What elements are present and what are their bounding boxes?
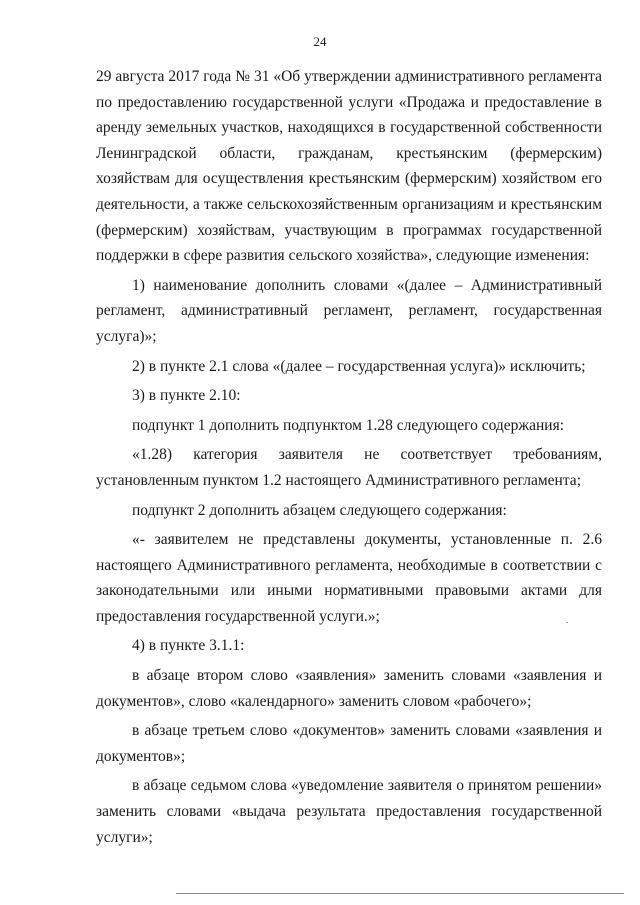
paragraph: «- заявителем не представлены документы, установленные п. 2.6 настоящего Административного регламента, необходимые в соответствии с законодательными или иными нормативными правовыми актами для предоставления государственной услуги.»; xyxy=(96,531,602,625)
paragraph: в абзаце седьмом слова «уведомление заявителя о принятом решении» заменить словами «выдача результата предоставления государственной услуги»; xyxy=(96,777,602,846)
paragraph: подпункт 2 дополнить абзацем следующего содержания: xyxy=(132,501,507,519)
scan-speck xyxy=(566,622,568,623)
paragraph: 29 августа 2017 года № 31 «Об утверждении административного регламента по предоставлению государственной услуги «Продажа и предоставление в аренду земельных участков, находящихся в государственной собственности Ленинградской области, гражданам, крестьянским (фермерским) хозяйствам для осуществления крестьянским (фермерским) хозяйством его деятельности, а также сельскохозяйственным организациям и крестьянским (фермерским) хозяйствам, участвующим в программах государственной поддержки в сфере развития сельского хозяйства», следующие изменения: xyxy=(96,68,602,265)
paragraph: 3) в пункте 2.10: xyxy=(132,387,241,405)
paragraph: в абзаце третьем слово «документов» заменить словами «заявления и документов»; xyxy=(96,722,602,765)
paragraph: подпункт 1 дополнить подпунктом 1.28 следующего содержания: xyxy=(132,416,565,434)
paragraph: 1) наименование дополнить словами «(далее – Административный регламент, административный регламент, регламент, государственная услуга)»; xyxy=(96,276,602,345)
scan-edge-line xyxy=(176,893,624,894)
paragraph: 4) в пункте 3.1.1: xyxy=(132,637,245,655)
paragraph: «1.28) категория заявителя не соответствует требованиям, установленным пунктом 1.2 настоящего Административного регламента; xyxy=(96,446,602,489)
paragraph: 2) в пункте 2.1 слова «(далее – государственная услуга)» исключить; xyxy=(132,357,586,375)
document-body xyxy=(96,64,602,850)
page-number: 24 xyxy=(313,34,327,49)
paragraph: в абзаце втором слово «заявления» заменить словами «заявления и документов», слово «календарного» заменить словом «рабочего»; xyxy=(96,667,602,710)
